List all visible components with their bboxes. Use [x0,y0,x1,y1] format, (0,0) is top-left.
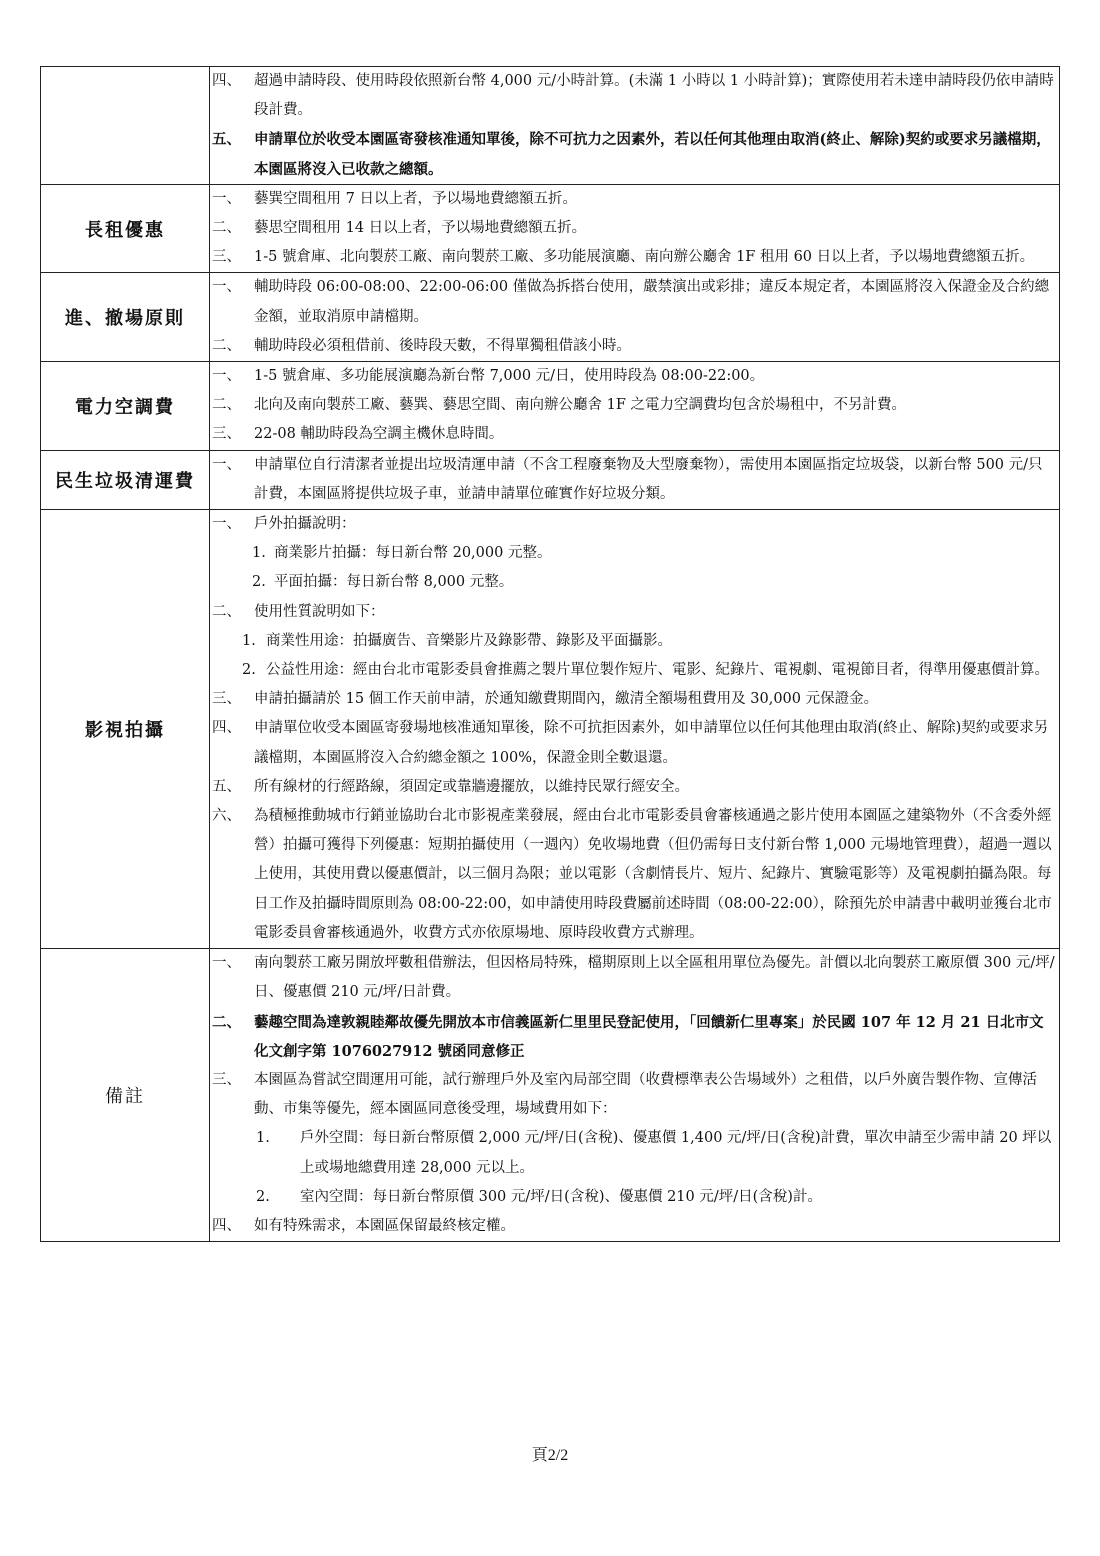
list-item [212,273,1057,331]
item-number: 一、 [212,456,241,473]
sub-item-text: 商業影片拍攝：每日新台幣 20,000 元整。 [274,545,552,562]
row-content [210,67,1060,185]
row-content [210,273,1060,362]
item-number: 一、 [212,516,241,533]
item-number: 三、 [212,691,241,708]
sub-item-number: 2. [242,662,256,679]
list-item [212,1212,1057,1241]
item-text: 輔助時段必須租借前、後時段天數，不得單獨租借該小時。 [254,337,631,354]
list-item [212,214,1057,243]
table-row [41,510,1060,949]
list-item [212,332,1057,361]
sub-item [212,539,1057,568]
item-number: 六、 [212,808,241,825]
item-text: 申請單位於收受本園區寄發核准通知單後，除不可抗力之因素外，若以任何其他理由取消(終止、解除)契約或要求另議檔期，本園區將沒入已收款之總額。 [254,131,1051,178]
sub-item-number: 2. [256,1188,270,1205]
list-item [212,125,1057,183]
table-row [41,184,1060,273]
list-item [212,451,1057,509]
list-item [212,391,1057,420]
table-row [41,450,1060,509]
item-number: 五、 [212,778,241,795]
sub-item-number: 1. [242,632,256,649]
item-number: 一、 [212,368,241,385]
row-content [210,362,1060,451]
item-number: 二、 [212,220,241,237]
list-item [212,714,1057,772]
item-number: 三、 [212,426,241,443]
item-number: 二、 [212,337,241,354]
item-text: 戶外拍攝說明： [254,516,356,533]
item-text: 超過申請時段、使用時段依照新台幣 4,000 元/小時計算。(未滿 1 小時以 1 小時計算)；實際使用若未達申請時段仍依申請時段計費。 [254,73,1054,119]
item-number: 二、 [212,603,241,620]
item-number: 一、 [212,190,241,207]
row-content [210,184,1060,273]
sub-item-text: 平面拍攝：每日新台幣 8,000 元整。 [274,574,514,591]
item-text: 1-5 號倉庫、多功能展演廳為新台幣 7,000 元/日，使用時段為 08:00-22:00。 [254,368,765,385]
list-item [212,685,1057,714]
list-item [212,510,1057,539]
row-label: 影視拍攝 [41,510,210,949]
item-text: 藝巽空間租用 7 日以上者，予以場地費總額五折。 [254,190,577,207]
table-row [41,362,1060,451]
sub-item-text: 室內空間：每日新台幣原價 300 元/坪/日(含稅)、優惠價 210 元/坪/日(含稅)計。 [300,1188,822,1205]
sub-item-text: 商業性用途：拍攝廣告、音樂影片及錄影帶、錄影及平面攝影。 [266,632,672,649]
sub-item-number: 1. [256,1130,270,1147]
item-text: 北向及南向製菸工廠、藝巽、藝思空間、南向辦公廳舍 1F 之電力空調費均包含於場租中，不另計費。 [254,397,907,414]
row-label [41,67,210,185]
list-item [212,362,1057,391]
item-text: 藝趣空間為達敦親睦鄰故優先開放本市信義區新仁里里民登記使用，「回饋新仁里專案」於民國 107 年 12 月 21 日北市文化文創字第 1076027912 號函同意修正 [254,1013,1044,1060]
sub-item [212,656,1057,685]
item-number: 一、 [212,955,241,972]
item-number: 四、 [212,720,241,737]
list-item [212,420,1057,449]
sub-item-text: 戶外空間：每日新台幣原價 2,000 元/坪/日(含稅)、優惠價 1,400 元/坪/日(含稅)計費，單次申請至少需申請 20 坪以上或場地總費用達 28,000 元以上。 [300,1130,1052,1176]
sub-item-number: 2. [252,574,266,591]
table-row [41,949,1060,1242]
item-number: 一、 [212,279,241,296]
item-text: 申請單位收受本園區寄發場地核准通知單後，除不可抗拒因素外，如申請單位以任何其他理由取消(終止、解除)契約或要求另議檔期，本園區將沒入合約總金額之 100%，保證金則全數退還。 [254,720,1049,766]
item-text: 申請拍攝請於 15 個工作天前申請，於通知繳費期間內，繳清全額場租費用及 30,000 元保證金。 [254,691,879,708]
sub-item [212,1183,1057,1212]
list-item [212,773,1057,802]
item-number: 三、 [212,249,241,266]
item-number: 五、 [212,131,241,149]
list-item [212,598,1057,627]
row-label: 電力空調費 [41,362,210,451]
table-row [41,67,1060,185]
item-number: 三、 [212,1071,241,1088]
item-text: 如有特殊需求，本園區保留最終核定權。 [254,1217,515,1234]
sub-item-number: 1. [252,545,266,562]
row-label: 進、撤場原則 [41,273,210,362]
item-text: 為積極推動城市行銷並協助台北市影視產業發展，經由台北市電影委員會審核通過之影片使用本園區之建築物外（不含委外經營）拍攝可獲得下列優惠：短期拍攝使用（一週內）免收場地費（但仍需每日支付新台幣 1,000 元場地管理費），超過一週以上使用，其使用費以優惠價計，以三個月為限；並以電影（含劇情長片、短片、紀錄片、實驗電影等）及電視劇拍攝為限。每日工作及拍攝時間原則為 08:00-22:00，如申請使用時段費屬前述時間（08:00-22:00），除預先於申請書中載明並獲台北市電影委員會審核通過外，收費方式亦依原場地、原時段收費方式辦理。 [254,808,1052,941]
item-text: 南向製菸工廠另開放坪數租借辦法，但因格局特殊，檔期原則上以全區租用單位為優先。計價以北向製菸工廠原價 300 元/坪/日、優惠價 210 元/坪/日計費。 [254,955,1055,1001]
list-item [212,185,1057,214]
sub-item [212,568,1057,597]
list-item [212,243,1057,272]
row-label: 民生垃圾清運費 [41,450,210,509]
row-label: 備註 [41,949,210,1242]
table-row [41,273,1060,362]
item-text: 使用性質說明如下： [254,603,385,620]
list-item [212,802,1057,948]
item-text: 22-08 輔助時段為空調主機休息時間。 [254,426,504,443]
sub-item [212,1124,1057,1182]
row-content [210,949,1060,1242]
fee-rules-table [40,66,1060,1242]
item-text: 本園區為嘗試空間運用可能，試行辦理戶外及室內局部空間（收費標準表公告場域外）之租借，以戶外廣告製作物、宣傳活動、市集等優先，經本園區同意後受理，場域費用如下： [254,1071,1037,1118]
item-text: 藝思空間租用 14 日以上者，予以場地費總額五折。 [254,220,587,237]
item-text: 1-5 號倉庫、北向製菸工廠、南向製菸工廠、多功能展演廳、南向辦公廳舍 1F 租用 60 日以上者，予以場地費總額五折。 [254,249,1035,266]
row-content [210,450,1060,509]
item-text: 輔助時段 06:00-08:00、22:00-06:00 僅做為拆搭台使用，嚴禁演出或彩排；違反本規定者，本園區將沒入保證金及合約總金額，並取消原申請檔期。 [254,279,1050,325]
sub-item [212,627,1057,656]
item-number: 四、 [212,73,241,89]
list-item [212,949,1057,1007]
row-content [210,510,1060,949]
list-item [212,1008,1057,1066]
row-label: 長租優惠 [41,184,210,273]
page-number: 頁2/2 [531,1447,569,1464]
item-number: 四、 [212,1217,241,1234]
sub-item-text: 公益性用途：經由台北市電影委員會推薦之製片單位製作短片、電影、紀錄片、電視劇、電視節目者，得準用優惠價計算。 [266,662,1049,679]
list-item [212,67,1057,125]
item-number: 二、 [212,1013,241,1031]
list-item [212,1066,1057,1124]
item-text: 申請單位自行清潔者並提出垃圾清運申請（不含工程廢棄物及大型廢棄物），需使用本園區指定垃圾袋，以新台幣 500 元/只計費，本園區將提供垃圾子車，並請申請單位確實作好垃圾分類。 [254,456,1043,502]
item-text: 所有線材的行經路線，須固定或靠牆邊擺放，以維持民眾行經安全。 [254,778,689,795]
item-number: 二、 [212,397,241,414]
